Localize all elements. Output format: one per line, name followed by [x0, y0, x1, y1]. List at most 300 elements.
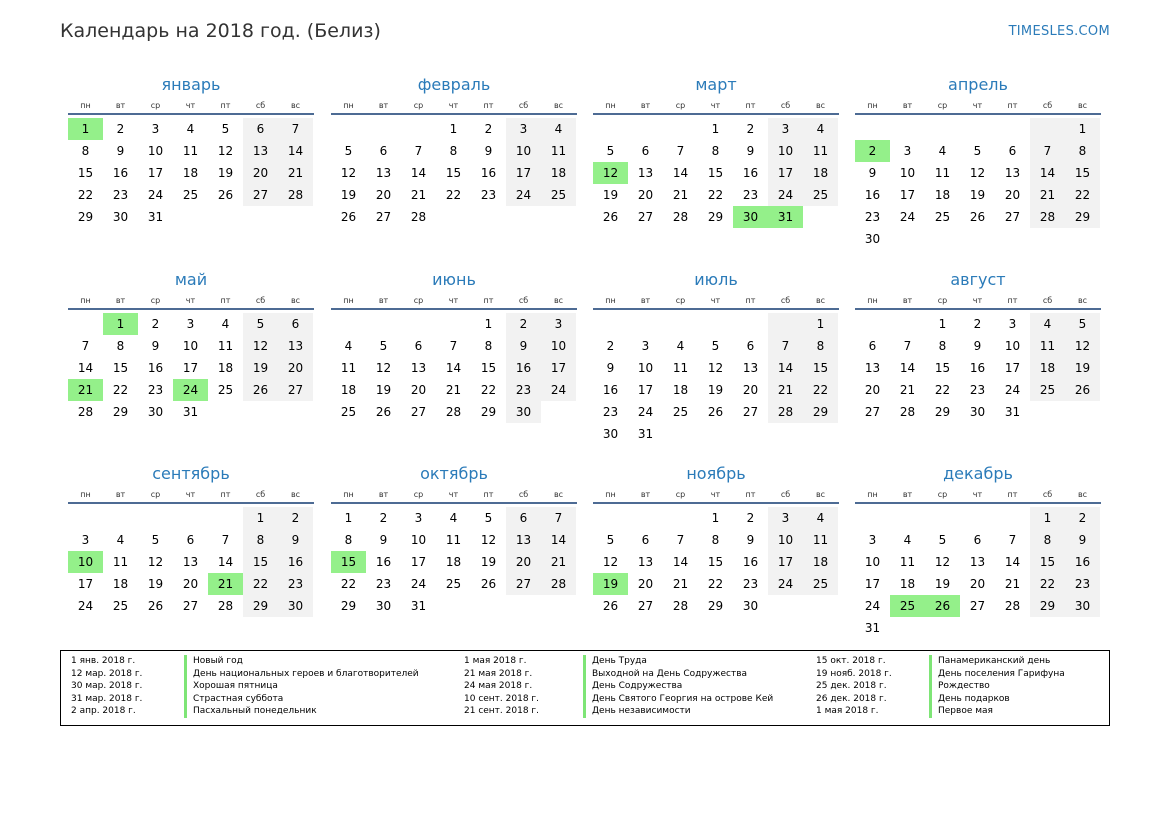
weekday-label: вс — [553, 296, 564, 305]
day-cell: 29 — [934, 405, 951, 419]
holiday-day-cell: 12 — [593, 162, 628, 184]
day-cell: 14 — [410, 166, 427, 180]
weekday-header — [68, 99, 314, 115]
day-cell: 7 — [541, 507, 576, 529]
day-cell: 19 — [340, 188, 357, 202]
weekday-label: чт — [710, 296, 721, 305]
day-cell: 28 — [217, 599, 234, 613]
day-cell: 30 — [1065, 595, 1100, 617]
month-4 — [855, 75, 1101, 250]
day-cell: 23 — [480, 188, 497, 202]
day-cell: 24 — [864, 599, 881, 613]
weekday-label: ср — [150, 296, 161, 305]
day-cell: 3 — [81, 533, 90, 547]
day-cell: 20 — [864, 383, 881, 397]
day-cell: 30 — [864, 232, 881, 246]
day-cell: 5 — [344, 144, 353, 158]
empty-cell — [925, 617, 960, 639]
day-cell: 12 — [243, 335, 278, 357]
holiday-date: 1 мая 2018 г. — [816, 706, 879, 716]
day-cell: 22 — [934, 383, 951, 397]
holiday-name: Панамериканский день — [929, 655, 1050, 668]
day-cell: 25 — [803, 184, 838, 206]
day-cell: 18 — [934, 188, 951, 202]
empty-cell — [890, 507, 925, 529]
day-cell: 14 — [77, 361, 94, 375]
day-cell: 24 — [147, 188, 164, 202]
day-cell: 11 — [899, 555, 916, 569]
day-cell: 13 — [182, 555, 199, 569]
week-row — [68, 357, 314, 379]
day-cell: 17 — [768, 551, 803, 573]
weekday-label: чт — [972, 296, 983, 305]
day-cell: 8 — [81, 144, 90, 158]
weekday-label: чт — [972, 101, 983, 110]
day-cell: 9 — [116, 144, 125, 158]
day-cell: 27 — [742, 405, 759, 419]
week-row — [855, 357, 1101, 379]
day-cell: 24 — [768, 573, 803, 595]
weekday-label: вс — [1077, 490, 1088, 499]
day-cell: 4 — [344, 339, 353, 353]
day-cell: 14 — [541, 529, 576, 551]
day-cell: 16 — [112, 166, 129, 180]
day-cell: 7 — [1030, 140, 1065, 162]
day-cell: 23 — [375, 577, 392, 591]
weekday-label: вт — [902, 101, 913, 110]
week-row — [68, 335, 314, 357]
day-cell: 10 — [637, 361, 654, 375]
day-cell: 25 — [541, 184, 576, 206]
day-cell: 23 — [742, 188, 759, 202]
day-cell: 11 — [112, 555, 129, 569]
day-cell: 5 — [221, 122, 230, 136]
day-cell: 6 — [278, 313, 313, 335]
weekday-label: сб — [780, 490, 791, 499]
weekday-label: пт — [1007, 490, 1018, 499]
holiday-name: День национальных героев и благотворителей — [184, 668, 419, 681]
day-cell: 23 — [969, 383, 986, 397]
day-cell: 8 — [711, 533, 720, 547]
weekday-label: сб — [1042, 101, 1053, 110]
day-cell: 24 — [410, 577, 427, 591]
empty-cell — [471, 595, 506, 617]
day-cell: 18 — [672, 383, 689, 397]
empty-cell — [925, 228, 960, 250]
day-cell: 14 — [672, 166, 689, 180]
week-row — [331, 507, 577, 529]
day-cell: 29 — [1030, 595, 1065, 617]
day-cell: 8 — [116, 339, 125, 353]
day-cell: 16 — [742, 555, 759, 569]
day-cell: 21 — [1030, 184, 1065, 206]
empty-cell — [663, 423, 698, 445]
month-name: февраль — [417, 75, 491, 94]
weekday-label: чт — [448, 490, 459, 499]
day-cell: 18 — [803, 551, 838, 573]
day-cell: 25 — [1030, 379, 1065, 401]
weekday-label: ср — [675, 296, 686, 305]
day-cell: 10 — [410, 533, 427, 547]
week-row — [593, 401, 839, 423]
day-cell: 21 — [1004, 577, 1021, 591]
day-cell: 26 — [243, 379, 278, 401]
day-cell: 22 — [1030, 573, 1065, 595]
day-cell: 25 — [217, 383, 234, 397]
week-row — [331, 162, 577, 184]
day-cell: 1 — [484, 317, 493, 331]
weekday-label: пт — [220, 296, 231, 305]
day-cell: 16 — [742, 166, 759, 180]
day-cell: 18 — [340, 383, 357, 397]
day-cell: 17 — [864, 577, 881, 591]
empty-cell — [436, 313, 471, 335]
week-row — [331, 379, 577, 401]
day-cell: 25 — [934, 210, 951, 224]
empty-cell — [890, 313, 925, 335]
week-row — [331, 335, 577, 357]
empty-cell — [243, 206, 278, 228]
empty-cell — [925, 507, 960, 529]
weekday-label: вс — [815, 101, 826, 110]
day-cell: 19 — [243, 357, 278, 379]
week-row — [855, 595, 1101, 617]
empty-cell — [1065, 617, 1100, 639]
day-cell: 15 — [77, 166, 94, 180]
empty-cell — [331, 313, 366, 335]
empty-cell — [628, 313, 663, 335]
week-row — [331, 206, 577, 228]
week-row — [855, 228, 1101, 250]
day-cell: 13 — [375, 166, 392, 180]
day-cell: 21 — [278, 162, 313, 184]
day-cell: 11 — [934, 166, 951, 180]
day-cell: 9 — [973, 339, 982, 353]
weekday-label: чт — [448, 101, 459, 110]
day-cell: 13 — [410, 361, 427, 375]
day-cell: 12 — [340, 166, 357, 180]
day-cell: 18 — [182, 166, 199, 180]
day-cell: 11 — [217, 339, 234, 353]
day-cell: 13 — [637, 166, 654, 180]
week-row — [68, 529, 314, 551]
day-cell: 2 — [746, 122, 755, 136]
empty-cell — [855, 507, 890, 529]
weekday-label: пт — [220, 101, 231, 110]
weekday-label: чт — [185, 296, 196, 305]
weekday-label: сб — [780, 296, 791, 305]
week-row — [68, 313, 314, 335]
holiday-date: 15 окт. 2018 г. — [816, 656, 886, 666]
weekday-label: пт — [1007, 101, 1018, 110]
empty-cell — [401, 313, 436, 335]
day-cell: 12 — [969, 166, 986, 180]
weekday-label: вс — [815, 296, 826, 305]
day-cell: 9 — [506, 335, 541, 357]
holiday-day-cell: 1 — [68, 118, 103, 140]
week-row — [593, 357, 839, 379]
day-cell: 16 — [147, 361, 164, 375]
weekday-label: пн — [605, 101, 616, 110]
empty-cell — [768, 313, 803, 335]
day-cell: 7 — [676, 533, 685, 547]
day-cell: 13 — [1004, 166, 1021, 180]
day-cell: 28 — [899, 405, 916, 419]
day-cell: 8 — [803, 335, 838, 357]
weekday-header — [593, 294, 839, 310]
day-cell: 18 — [541, 162, 576, 184]
month-name: апрель — [948, 75, 1008, 94]
day-cell: 20 — [1004, 188, 1021, 202]
weekday-label: чт — [448, 296, 459, 305]
day-cell: 22 — [707, 188, 724, 202]
site-link[interactable]: TIMESLES.COM — [1008, 24, 1110, 39]
weekday-label: чт — [972, 490, 983, 499]
empty-cell — [960, 507, 995, 529]
day-cell: 28 — [672, 599, 689, 613]
holiday-date: 1 мая 2018 г. — [464, 656, 527, 666]
day-cell: 9 — [278, 529, 313, 551]
day-cell: 12 — [217, 144, 234, 158]
day-cell: 14 — [768, 357, 803, 379]
weekday-header — [68, 488, 314, 504]
empty-cell — [733, 423, 768, 445]
holiday-name: День независимости — [583, 705, 691, 718]
weekday-header — [855, 488, 1101, 504]
empty-cell — [541, 401, 576, 423]
day-cell: 26 — [217, 188, 234, 202]
holiday-day-cell: 30 — [733, 206, 768, 228]
day-cell: 21 — [768, 379, 803, 401]
day-cell: 3 — [903, 144, 912, 158]
day-cell: 30 — [506, 401, 541, 423]
weekday-label: вт — [115, 490, 126, 499]
week-row — [855, 573, 1101, 595]
day-cell: 13 — [742, 361, 759, 375]
day-cell: 3 — [641, 339, 650, 353]
day-cell: 2 — [746, 511, 755, 525]
empty-cell — [855, 118, 890, 140]
day-cell: 24 — [637, 405, 654, 419]
holiday-date: 31 мар. 2018 г. — [71, 693, 143, 704]
day-cell: 5 — [1065, 313, 1100, 335]
day-cell: 11 — [445, 533, 462, 547]
empty-cell — [925, 118, 960, 140]
week-row — [331, 184, 577, 206]
week-row — [855, 118, 1101, 140]
day-cell: 12 — [147, 555, 164, 569]
week-row — [68, 573, 314, 595]
month-name: октябрь — [420, 464, 488, 483]
empty-cell — [471, 206, 506, 228]
empty-cell — [593, 118, 628, 140]
week-row — [593, 529, 839, 551]
empty-cell — [1030, 228, 1065, 250]
day-cell: 2 — [278, 507, 313, 529]
empty-cell — [366, 118, 401, 140]
day-cell: 28 — [1030, 206, 1065, 228]
day-cell: 20 — [506, 551, 541, 573]
day-cell: 6 — [414, 339, 423, 353]
day-cell: 22 — [77, 188, 94, 202]
week-row — [855, 529, 1101, 551]
week-row — [593, 551, 839, 573]
weekday-label: вс — [1077, 101, 1088, 110]
day-cell: 19 — [375, 383, 392, 397]
holiday-date: 12 мар. 2018 г. — [71, 668, 143, 679]
holiday-day-cell: 19 — [593, 573, 628, 595]
week-row — [855, 617, 1101, 639]
day-cell: 8 — [938, 339, 947, 353]
day-cell: 12 — [707, 361, 724, 375]
holiday-name: День поселения Гарифуна — [929, 668, 1065, 681]
day-cell: 10 — [541, 335, 576, 357]
empty-cell — [68, 507, 103, 529]
weekday-label: чт — [185, 101, 196, 110]
day-cell: 31 — [182, 405, 199, 419]
weekday-label: сб — [518, 490, 529, 499]
weekday-label: пт — [745, 490, 756, 499]
day-cell: 9 — [746, 144, 755, 158]
day-cell: 3 — [768, 118, 803, 140]
day-cell: 30 — [969, 405, 986, 419]
day-cell: 1 — [1030, 507, 1065, 529]
day-cell: 9 — [868, 166, 877, 180]
day-cell: 22 — [445, 188, 462, 202]
day-cell: 29 — [77, 210, 94, 224]
day-cell: 15 — [934, 361, 951, 375]
day-cell: 4 — [938, 144, 947, 158]
weekday-label: вс — [1077, 296, 1088, 305]
day-cell: 31 — [147, 210, 164, 224]
day-cell: 3 — [868, 533, 877, 547]
day-cell: 3 — [541, 313, 576, 335]
weekday-label: пт — [1007, 296, 1018, 305]
week-row — [855, 507, 1101, 529]
holiday-name: Выходной на День Содружества — [583, 668, 747, 681]
weekday-label: ср — [150, 490, 161, 499]
weekday-label: чт — [710, 101, 721, 110]
empty-cell — [995, 617, 1030, 639]
holiday-name: Новый год — [184, 655, 243, 668]
day-cell: 24 — [899, 210, 916, 224]
day-cell: 30 — [147, 405, 164, 419]
week-row — [855, 206, 1101, 228]
day-cell: 4 — [116, 533, 125, 547]
weekday-label: пт — [483, 101, 494, 110]
empty-cell — [1030, 401, 1065, 423]
empty-cell — [278, 206, 313, 228]
day-cell: 27 — [1004, 210, 1021, 224]
page-title: Календарь на 2018 год. (Белиз) — [60, 20, 381, 42]
day-cell: 15 — [707, 166, 724, 180]
weekday-label: пт — [483, 296, 494, 305]
week-row — [68, 184, 314, 206]
day-cell: 19 — [1065, 357, 1100, 379]
day-cell: 2 — [151, 317, 160, 331]
day-cell: 27 — [637, 599, 654, 613]
day-cell: 3 — [768, 507, 803, 529]
weekday-label: ср — [413, 490, 424, 499]
day-cell: 23 — [506, 379, 541, 401]
day-cell: 15 — [1065, 162, 1100, 184]
day-cell: 23 — [112, 188, 129, 202]
day-cell: 26 — [602, 210, 619, 224]
day-cell: 17 — [506, 162, 541, 184]
weekday-label: пн — [80, 296, 91, 305]
empty-cell — [506, 206, 541, 228]
empty-cell — [960, 228, 995, 250]
day-cell: 10 — [864, 555, 881, 569]
day-cell: 4 — [221, 317, 230, 331]
weekday-header — [855, 294, 1101, 310]
day-cell: 21 — [445, 383, 462, 397]
day-cell: 5 — [484, 511, 493, 525]
day-cell: 30 — [375, 599, 392, 613]
week-row — [855, 401, 1101, 423]
week-row — [593, 162, 839, 184]
day-cell: 24 — [506, 184, 541, 206]
weekday-label: вс — [290, 101, 301, 110]
empty-cell — [1030, 617, 1065, 639]
day-cell: 23 — [1065, 573, 1100, 595]
empty-cell — [960, 617, 995, 639]
empty-cell — [995, 507, 1030, 529]
weekday-label: вс — [553, 101, 564, 110]
holiday-day-cell: 2 — [855, 140, 890, 162]
month-name: март — [695, 75, 737, 94]
weekday-label: пн — [80, 490, 91, 499]
empty-cell — [541, 595, 576, 617]
week-row — [68, 401, 314, 423]
day-cell: 3 — [414, 511, 423, 525]
day-cell: 3 — [186, 317, 195, 331]
day-cell: 23 — [147, 383, 164, 397]
week-row — [331, 313, 577, 335]
day-cell: 1 — [344, 511, 353, 525]
holiday-name: День подарков — [929, 693, 1010, 706]
empty-cell — [890, 118, 925, 140]
weekday-label: чт — [710, 490, 721, 499]
empty-cell — [663, 507, 698, 529]
day-cell: 18 — [1030, 357, 1065, 379]
day-cell: 29 — [707, 210, 724, 224]
weekday-label: пт — [745, 101, 756, 110]
empty-cell — [995, 228, 1030, 250]
day-cell: 18 — [217, 361, 234, 375]
weekday-header — [331, 294, 577, 310]
weekday-label: ср — [675, 490, 686, 499]
week-row — [593, 335, 839, 357]
weekday-label: вс — [815, 490, 826, 499]
day-cell: 10 — [768, 529, 803, 551]
day-cell: 23 — [278, 573, 313, 595]
day-cell: 14 — [278, 140, 313, 162]
empty-cell — [890, 617, 925, 639]
day-cell: 21 — [672, 188, 689, 202]
day-cell: 27 — [410, 405, 427, 419]
week-row — [331, 140, 577, 162]
day-cell: 7 — [414, 144, 423, 158]
day-cell: 28 — [672, 210, 689, 224]
day-cell: 24 — [1004, 383, 1021, 397]
holiday-date: 21 сент. 2018 г. — [464, 706, 540, 716]
empty-cell — [278, 401, 313, 423]
empty-cell — [173, 206, 208, 228]
day-cell: 27 — [375, 210, 392, 224]
day-cell: 18 — [445, 555, 462, 569]
day-cell: 11 — [672, 361, 689, 375]
